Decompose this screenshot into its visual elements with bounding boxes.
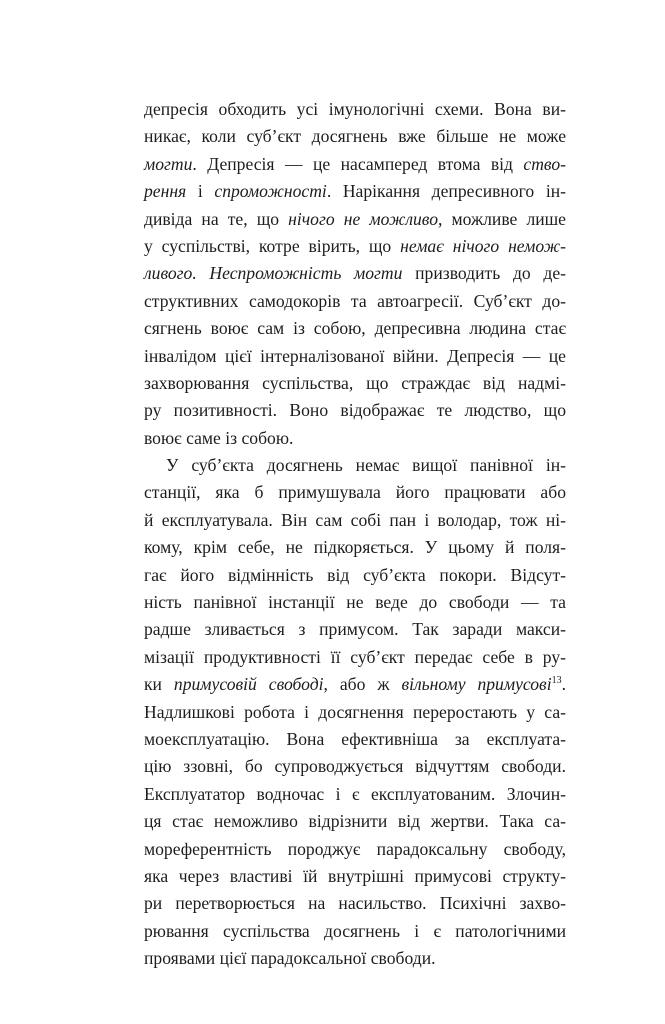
italic-text: могти: [144, 153, 193, 174]
text-segment: мізації продуктивності її суб’єкт передає себе в ру-: [144, 646, 566, 667]
text-line: [144, 425, 566, 452]
text-segment: й експлуатувала. Він сам собі пан і володар, тож ні-: [144, 509, 566, 530]
text-segment: радше зливається з примусом. Так заради макси-: [144, 619, 566, 640]
text-segment: мореферентність породжує парадоксальну свободу,: [144, 838, 566, 859]
body-text: [144, 96, 566, 973]
text-line: [144, 616, 566, 643]
text-segment: проявами цієї парадоксальної свободи.: [144, 948, 436, 969]
text-line: [144, 753, 566, 780]
text-line: [144, 507, 566, 534]
italic-text: немає нічого немож-: [400, 235, 566, 256]
text-line: [144, 343, 566, 370]
text-line: [144, 863, 566, 890]
text-line: [144, 671, 566, 698]
text-line: [144, 534, 566, 561]
text-segment: Надлишкові робота і досягнення переростають у са-: [144, 701, 566, 722]
italic-text: вільному примусові: [401, 674, 552, 695]
text-segment: рювання суспільства досягнень і є патологічними: [144, 920, 566, 941]
italic-text: ливого. Неспроможність могти: [144, 263, 403, 284]
italic-text: спроможності: [214, 181, 327, 202]
text-segment: ри перетворюється на насильство. Психічні захво-: [144, 893, 566, 914]
text-line: [144, 233, 566, 260]
text-segment: воює саме із собою.: [144, 427, 294, 448]
text-segment: , можливе лише: [438, 208, 566, 229]
text-segment: . Нарікання депресивного ін-: [326, 181, 566, 202]
text-segment: сягнень воює сам із собою, депресивна людина стає: [144, 318, 566, 339]
text-line: [144, 260, 566, 287]
italic-text: примусовій свободі: [173, 674, 324, 695]
text-segment: у суспільстві, котре вірить, що: [144, 235, 401, 256]
text-segment: захворювання суспільства, що страждає від надмі-: [144, 372, 566, 393]
text-segment: цію ззовні, бо супроводжується відчуттям свободи.: [144, 756, 566, 777]
text-segment: , або ж: [323, 674, 402, 695]
text-line: [144, 479, 566, 506]
text-segment: інвалідом цієї інтерналізованої війни. Депресія — це: [144, 345, 566, 366]
text-segment: .: [561, 674, 566, 695]
text-line: [144, 562, 566, 589]
text-segment: і: [186, 181, 215, 202]
text-segment: ця стає неможливо відрізнити від жертви. Така са-: [144, 811, 566, 832]
text-line: [144, 206, 566, 233]
text-segment: ки: [144, 674, 174, 695]
text-segment: ність панівної інстанції не веде до свободи — та: [144, 592, 566, 613]
text-line: [144, 96, 566, 123]
italic-text: рення: [144, 181, 187, 202]
text-segment: станції, яка б примушувала його працювати або: [144, 482, 566, 503]
text-segment: призводить до де-: [402, 263, 566, 284]
text-line: [144, 123, 566, 150]
text-line: [144, 151, 566, 178]
italic-text: ство-: [523, 153, 566, 174]
text-line: [144, 288, 566, 315]
text-segment: гає його відмінність від суб’єкта покори. Відсут-: [144, 564, 566, 585]
text-line: [144, 890, 566, 917]
text-line: [144, 315, 566, 342]
footnote-ref[interactable]: 13: [551, 675, 562, 687]
text-line: [144, 452, 566, 479]
text-line: [144, 726, 566, 753]
text-line: [144, 836, 566, 863]
text-segment: моексплуатацію. Вона ефективніша за експлуата-: [144, 728, 566, 749]
text-line: [144, 589, 566, 616]
text-line: [144, 397, 566, 424]
text-segment: . Депресія — це насамперед втома від: [192, 153, 524, 174]
paragraph: [144, 452, 566, 972]
text-segment: никає, коли суб’єкт досягнень вже більше не може: [144, 126, 566, 147]
text-segment: дивіда на те, що: [144, 208, 289, 229]
text-segment: депресія обходить усі імунологічні схеми. Вона ви-: [144, 99, 566, 119]
text-segment: У суб’єкта досягнень немає вищої панівної ін-: [166, 455, 566, 476]
text-line: [144, 644, 566, 671]
italic-text: нічого не можливо: [288, 208, 438, 229]
text-segment: Експлуататор водночас і є експлуатованим. Злочин-: [144, 783, 566, 804]
text-line: [144, 918, 566, 945]
paragraph: [144, 96, 566, 452]
text-line: [144, 808, 566, 835]
text-line: [144, 945, 566, 972]
text-line: [144, 781, 566, 808]
text-segment: яка через властиві їй внутрішні примусові структу-: [144, 865, 566, 886]
text-segment: структивних самодокорів та автоагресії. Суб’єкт до-: [144, 290, 566, 311]
text-segment: ру позитивності. Воно відображає те людство, що: [144, 400, 566, 421]
text-line: [144, 370, 566, 397]
text-line: [144, 178, 566, 205]
text-line: [144, 699, 566, 726]
text-segment: кому, крім себе, не підкоряється. У цьому й поля-: [144, 537, 566, 558]
